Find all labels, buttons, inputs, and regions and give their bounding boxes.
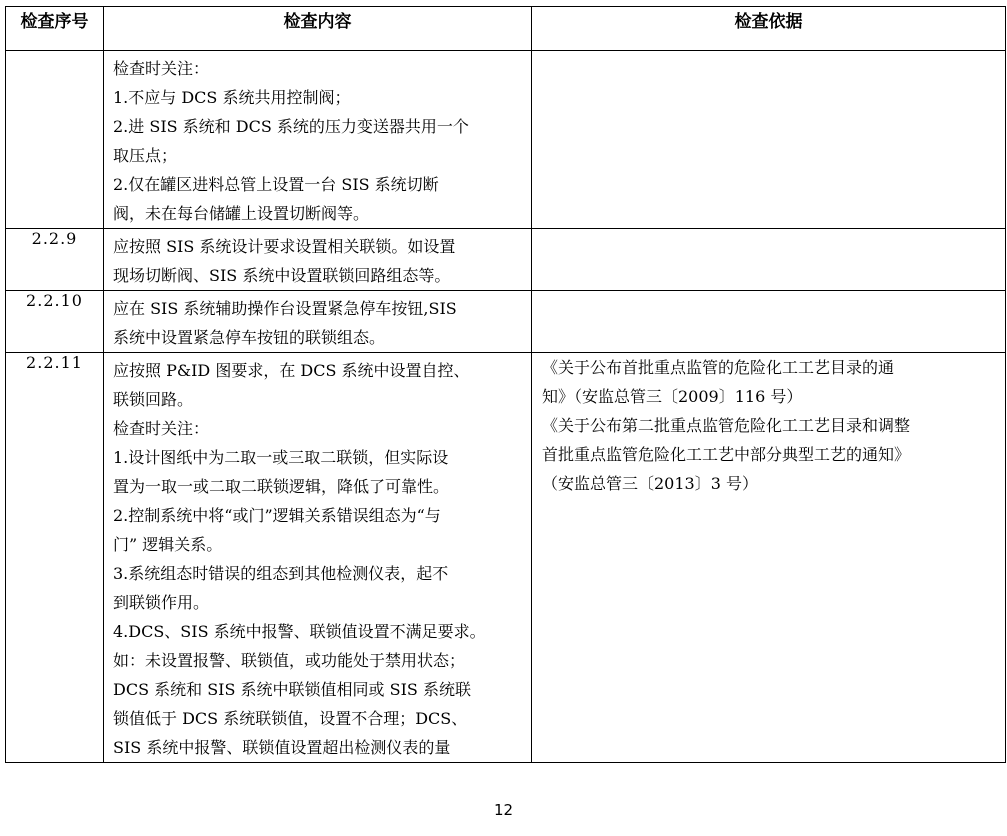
content-line: 系统中设置紧急停车按钮的联锁组态。 bbox=[113, 328, 386, 347]
basis-line: （安监总管三〔2013〕3 号） bbox=[542, 474, 758, 493]
row-content-cell bbox=[104, 291, 532, 353]
content-line: 取压点； bbox=[113, 146, 178, 165]
content-line: 如：未设置报警、联锁值，或功能处于禁用状态； bbox=[113, 651, 466, 670]
content-line: 应按照 SIS 系统设计要求设置相关联锁。如设置 bbox=[113, 237, 456, 256]
row-number-cell: 2.2.11 bbox=[6, 353, 104, 763]
header-inspection-basis: 检查依据 bbox=[532, 7, 1006, 51]
row-content-cell bbox=[104, 51, 532, 229]
content-line: 检查时关注： bbox=[113, 59, 210, 78]
content-line: 4.DCS、SIS 系统中报警、联锁值设置不满足要求。 bbox=[113, 622, 486, 641]
content-line: 置为一取一或二取二联锁逻辑，降低了可靠性。 bbox=[113, 477, 450, 496]
basis-line: 知》（安监总管三〔2009〕116 号） bbox=[542, 387, 803, 406]
basis-line: 首批重点监管危险化工工艺中部分典型工艺的通知》 bbox=[542, 445, 911, 464]
content-line: SIS 系统中报警、联锁值设置超出检测仪表的量 bbox=[113, 738, 451, 757]
header-inspection-content: 检查内容 bbox=[104, 7, 532, 51]
row-content-cell bbox=[104, 353, 532, 763]
row-number-cell bbox=[6, 51, 104, 229]
inspection-table bbox=[5, 6, 1006, 763]
basis-line: 《关于公布第二批重点监管危险化工工艺目录和调整 bbox=[542, 416, 911, 435]
header-inspection-no: 检查序号 bbox=[6, 7, 104, 51]
row-basis-cell bbox=[532, 291, 1006, 353]
content-line: 锁值低于 DCS 系统联锁值，设置不合理；DCS、 bbox=[113, 709, 468, 728]
content-line: 1.不应与 DCS 系统共用控制阀； bbox=[113, 88, 351, 107]
content-line: 应在 SIS 系统辅助操作台设置紧急停车按钮,SIS bbox=[113, 299, 457, 318]
row-basis-cell bbox=[532, 229, 1006, 291]
page-number: 12 bbox=[493, 801, 514, 819]
table-row bbox=[6, 291, 1006, 353]
table-row bbox=[6, 353, 1006, 763]
content-line: 2.控制系统中将“或门”逻辑关系错误组态为“与 bbox=[113, 506, 441, 525]
table-header-row bbox=[6, 7, 1006, 51]
content-line: 3.系统组态时错误的组态到其他检测仪表，起不 bbox=[113, 564, 449, 583]
row-number-cell: 2.2.9 bbox=[6, 229, 104, 291]
content-line: 阀，未在每台储罐上设置切断阀等。 bbox=[113, 204, 370, 223]
content-line: 2.仅在罐区进料总管上设置一台 SIS 系统切断 bbox=[113, 175, 439, 194]
table-row bbox=[6, 229, 1006, 291]
table-row bbox=[6, 51, 1006, 229]
row-number-cell: 2.2.10 bbox=[6, 291, 104, 353]
row-content-cell bbox=[104, 229, 532, 291]
basis-line: 《关于公布首批重点监管的危险化工工艺目录的通 bbox=[542, 358, 895, 377]
content-line: 现场切断阀、SIS 系统中设置联锁回路组态等。 bbox=[113, 266, 451, 285]
content-line: 应按照 P&ID 图要求，在 DCS 系统中设置自控、 bbox=[113, 361, 470, 380]
row-basis-cell bbox=[532, 353, 1006, 763]
row-basis-cell bbox=[532, 51, 1006, 229]
content-line: 到联锁作用。 bbox=[113, 593, 210, 612]
content-line: 联锁回路。 bbox=[113, 390, 194, 409]
content-line: DCS 系统和 SIS 系统中联锁值相同或 SIS 系统联 bbox=[113, 680, 471, 699]
content-line: 2.进 SIS 系统和 DCS 系统的压力变送器共用一个 bbox=[113, 117, 469, 136]
content-line: 1.设计图纸中为二取一或三取二联锁，但实际设 bbox=[113, 448, 449, 467]
content-line: 检查时关注： bbox=[113, 419, 210, 438]
content-line: 门” 逻辑关系。 bbox=[113, 535, 223, 554]
